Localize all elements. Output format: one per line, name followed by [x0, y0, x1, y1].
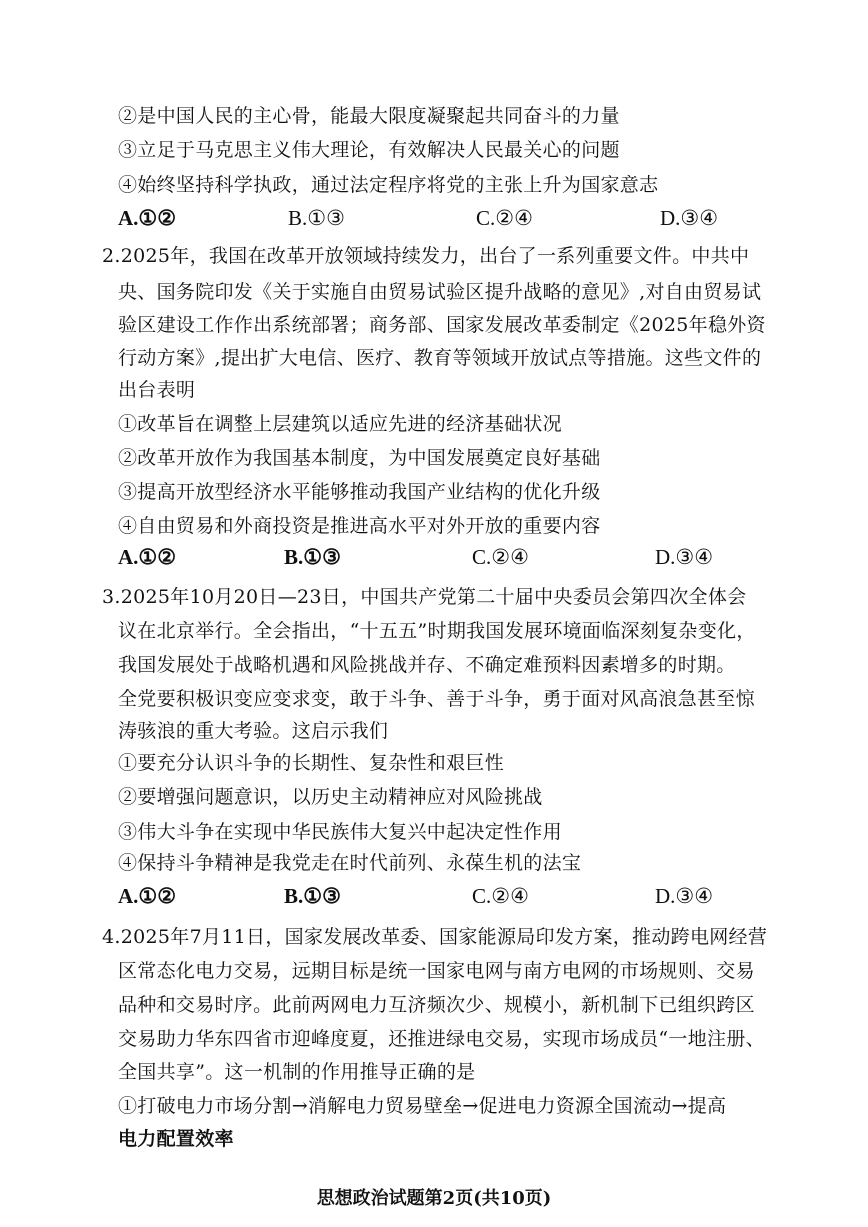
- q1-item-4: ④始终坚持科学执政，通过法定程序将党的主张上升为国家意志: [118, 174, 659, 196]
- q2-option-c: C.②④: [472, 545, 529, 569]
- q3-stem-line: 3.2025年10月20日—23日，中国共产党第二十届中央委员会第四次全体会: [102, 586, 747, 608]
- q3-option-b: B.①③: [284, 884, 341, 908]
- q3-stem-line: 全党要积极识变应变求变，敢于斗争、善于斗争，勇于面对风高浪急甚至惊: [118, 688, 755, 710]
- q2-stem-line: 验区建设工作作出系统部署；商务部、国家发展改革委制定《2025年稳外资: [118, 314, 766, 336]
- q3-item-1: ①要充分认识斗争的长期性、复杂性和艰巨性: [118, 752, 505, 774]
- q2-option-b: B.①③: [284, 545, 341, 569]
- q2-stem-line: 行动方案》,提出扩大电信、医疗、教育等领域开放试点等措施。这些文件的: [118, 347, 762, 369]
- q1-option-c: C.②④: [476, 206, 533, 230]
- q3-item-3: ③伟大斗争在实现中华民族伟大复兴中起决定性作用: [118, 821, 562, 843]
- q2-stem-line: 央、国务院印发《关于实施自由贸易试验区提升战略的意见》,对自由贸易试: [118, 281, 762, 303]
- q1-item-2: ②是中国人民的主心骨，能最大限度凝聚起共同奋斗的力量: [118, 105, 620, 127]
- q2-option-a: A.①②: [118, 545, 177, 569]
- q3-option-a: A.①②: [118, 884, 177, 908]
- q3-item-4: ④保持斗争精神是我党走在时代前列、永葆生机的法宝: [118, 852, 582, 874]
- q4-stem-line: 全国共享”。这一机制的作用推导正确的是: [118, 1061, 476, 1083]
- page-footer: 思想政治试题第2页(共10页): [316, 1188, 552, 1209]
- q3-option-d: D.③④: [655, 884, 714, 908]
- q1-option-d: D.③④: [660, 206, 719, 230]
- q2-option-d: D.③④: [655, 545, 714, 569]
- q2-item-1: ①改革旨在调整上层建筑以适应先进的经济基础状况: [118, 413, 562, 435]
- q1-option-b: B.①③: [288, 206, 345, 230]
- q2-stem-line: 出台表明: [118, 379, 196, 401]
- q4-item-1: ①打破电力市场分割→消解电力贸易壁垒→促进电力资源全国流动→提高: [118, 1095, 727, 1117]
- q4-stem-line: 品种和交易时序。此前两网电力互济频次少、规模小，新机制下已组织跨区: [118, 994, 755, 1016]
- q4-stem-line: 区常态化电力交易，远期目标是统一国家电网与南方电网的市场规则、交易: [118, 960, 755, 982]
- q3-stem-line: 涛骇浪的重大考验。这启示我们: [118, 720, 389, 742]
- q1-item-3: ③立足于马克思主义伟大理论，有效解决人民最关心的问题: [118, 139, 620, 161]
- q3-stem-line: 议在北京举行。全会指出，“十五五”时期我国发展环境面临深刻复杂变化，: [118, 620, 756, 642]
- q2-stem-line: 2.2025年，我国在改革开放领域持续发力，出台了一系列重要文件。中共中: [102, 245, 750, 267]
- q1-option-a: A.①②: [118, 206, 177, 230]
- q2-item-2: ②改革开放作为我国基本制度，为中国发展奠定良好基础: [118, 447, 601, 469]
- q2-item-4: ④自由贸易和外商投资是推进高水平对外开放的重要内容: [118, 515, 601, 537]
- q2-item-3: ③提高开放型经济水平能够推动我国产业结构的优化升级: [118, 481, 601, 503]
- q4-stem-line: 4.2025年7月11日，国家发展改革委、国家能源局印发方案，推动跨电网经营: [102, 926, 768, 948]
- q3-stem-line: 我国发展处于战略机遇和风险挑战并存、不确定难预料因素增多的时期。: [118, 654, 736, 676]
- q3-item-2: ②要增强问题意识，以历史主动精神应对风险挑战: [118, 786, 543, 808]
- q4-item-1-continued: 电力配置效率: [118, 1128, 234, 1150]
- q3-option-c: C.②④: [472, 884, 529, 908]
- q4-stem-line: 交易助力华东四省市迎峰度夏，还推进绿电交易，实现市场成员“一地注册、: [118, 1028, 765, 1050]
